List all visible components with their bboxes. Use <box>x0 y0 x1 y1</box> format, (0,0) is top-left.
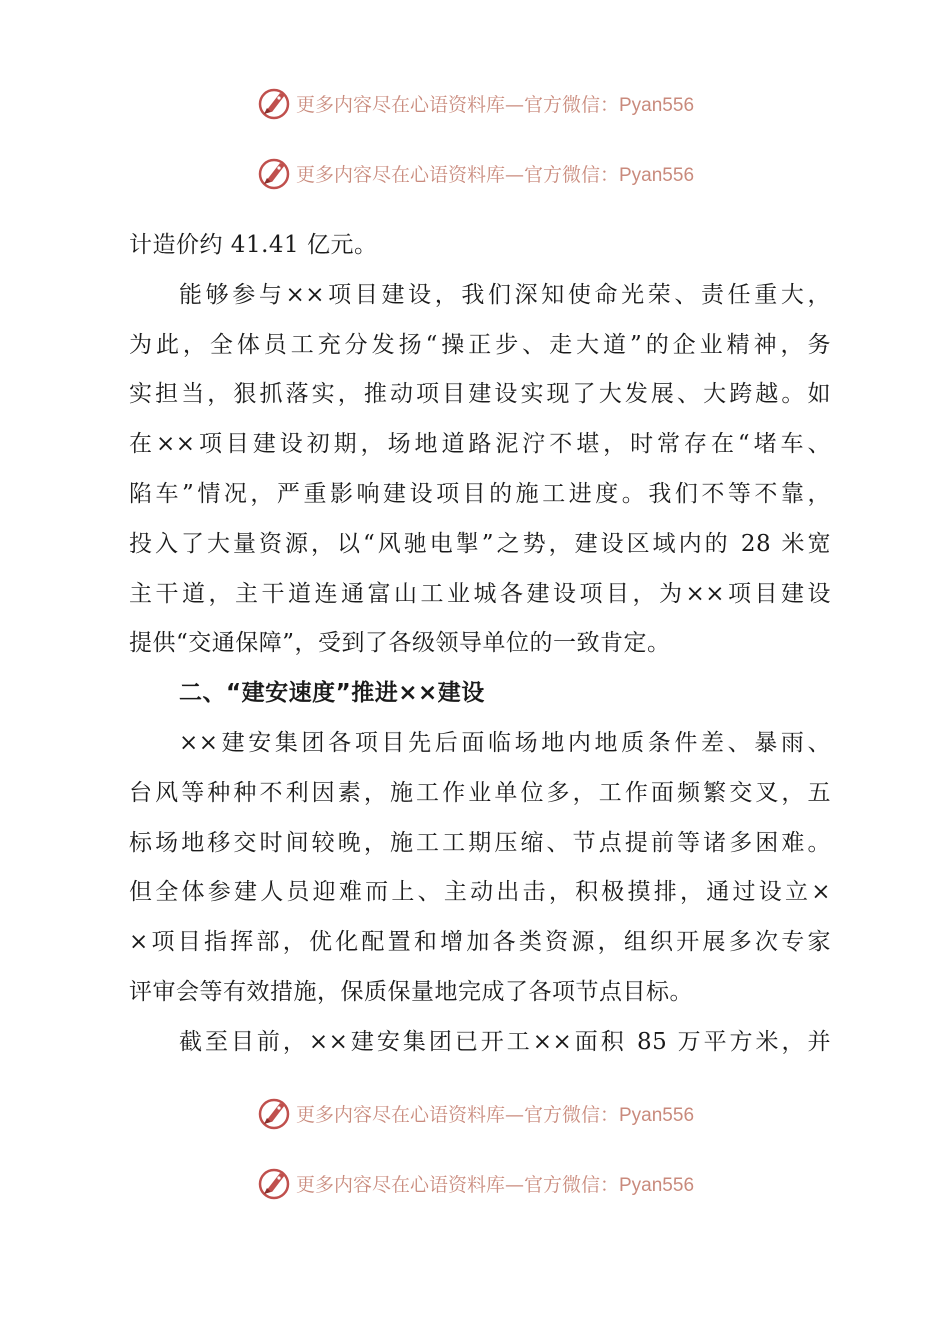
document-body <box>129 221 831 1068</box>
watermark-wechat-id: Pyan556 <box>619 164 695 186</box>
paragraph-line: 投入了大量资源，以“风驰电掣”之势，建设区域内的 28 米宽 <box>129 530 831 557</box>
watermark-text: 更多内容尽在心语资料库—官方微信： <box>295 93 619 116</box>
pen-nib-circle-icon <box>256 1165 292 1201</box>
paragraph-line: 截至目前，××建安集团已开工××面积 85 万平方米，并 <box>179 1028 831 1055</box>
paragraph-line: 陷车”情况，严重影响建设项目的施工进度。我们不等不靠， <box>129 480 831 507</box>
watermark-text: 更多内容尽在心语资料库—官方微信： <box>295 1103 619 1126</box>
pen-nib-circle-icon <box>256 85 292 121</box>
paragraph-line: 在××项目建设初期，场地道路泥泞不堪，时常存在“堵车、 <box>129 431 831 458</box>
section-heading: 二、“建安速度”推进××建设 <box>179 680 485 707</box>
watermark-text: 更多内容尽在心语资料库—官方微信： <box>295 1173 619 1196</box>
paragraph-line: 提供“交通保障”，受到了各级领导单位的一致肯定。 <box>129 630 671 657</box>
watermark-banner-2 <box>0 151 950 195</box>
watermark-text: 更多内容尽在心语资料库—官方微信： <box>295 163 619 186</box>
pen-nib-circle-icon <box>256 155 292 191</box>
watermark-banner-1 <box>0 81 950 125</box>
paragraph-line: 评审会等有效措施，保质保量地完成了各项节点目标。 <box>129 978 693 1005</box>
watermark-banner-4 <box>0 1161 950 1205</box>
watermark-banner-3 <box>0 1091 950 1135</box>
watermark-wechat-id: Pyan556 <box>619 94 695 116</box>
paragraph-line: 计造价约 41.41 亿元。 <box>129 232 378 258</box>
paragraph-line: 能够参与××项目建设，我们深知使命光荣、责任重大， <box>179 281 831 308</box>
watermark-wechat-id: Pyan556 <box>619 1174 695 1196</box>
paragraph-line: 为此，全体员工充分发扬“操正步、走大道”的企业精神，务 <box>129 331 831 358</box>
pen-nib-circle-icon <box>256 1095 292 1131</box>
paragraph-line: 标场地移交时间较晚，施工工期压缩、节点提前等诸多困难。 <box>129 829 831 856</box>
paragraph-line: 但全体参建人员迎难而上、主动出击，积极摸排，通过设立× <box>129 879 831 906</box>
paragraph-line: ××建安集团各项目先后面临场地内地质条件差、暴雨、 <box>179 729 831 756</box>
paragraph-line: 台风等种种不利因素，施工作业单位多，工作面频繁交叉，五 <box>129 779 831 806</box>
paragraph-line: 实担当，狠抓落实，推动项目建设实现了大发展、大跨越。如 <box>129 381 831 408</box>
watermark-wechat-id: Pyan556 <box>619 1104 695 1126</box>
paragraph-line: 主干道，主干道连通富山工业城各建设项目，为××项目建设 <box>129 580 831 607</box>
paragraph-line: ×项目指挥部，优化配置和增加各类资源，组织开展多次专家 <box>129 929 831 956</box>
